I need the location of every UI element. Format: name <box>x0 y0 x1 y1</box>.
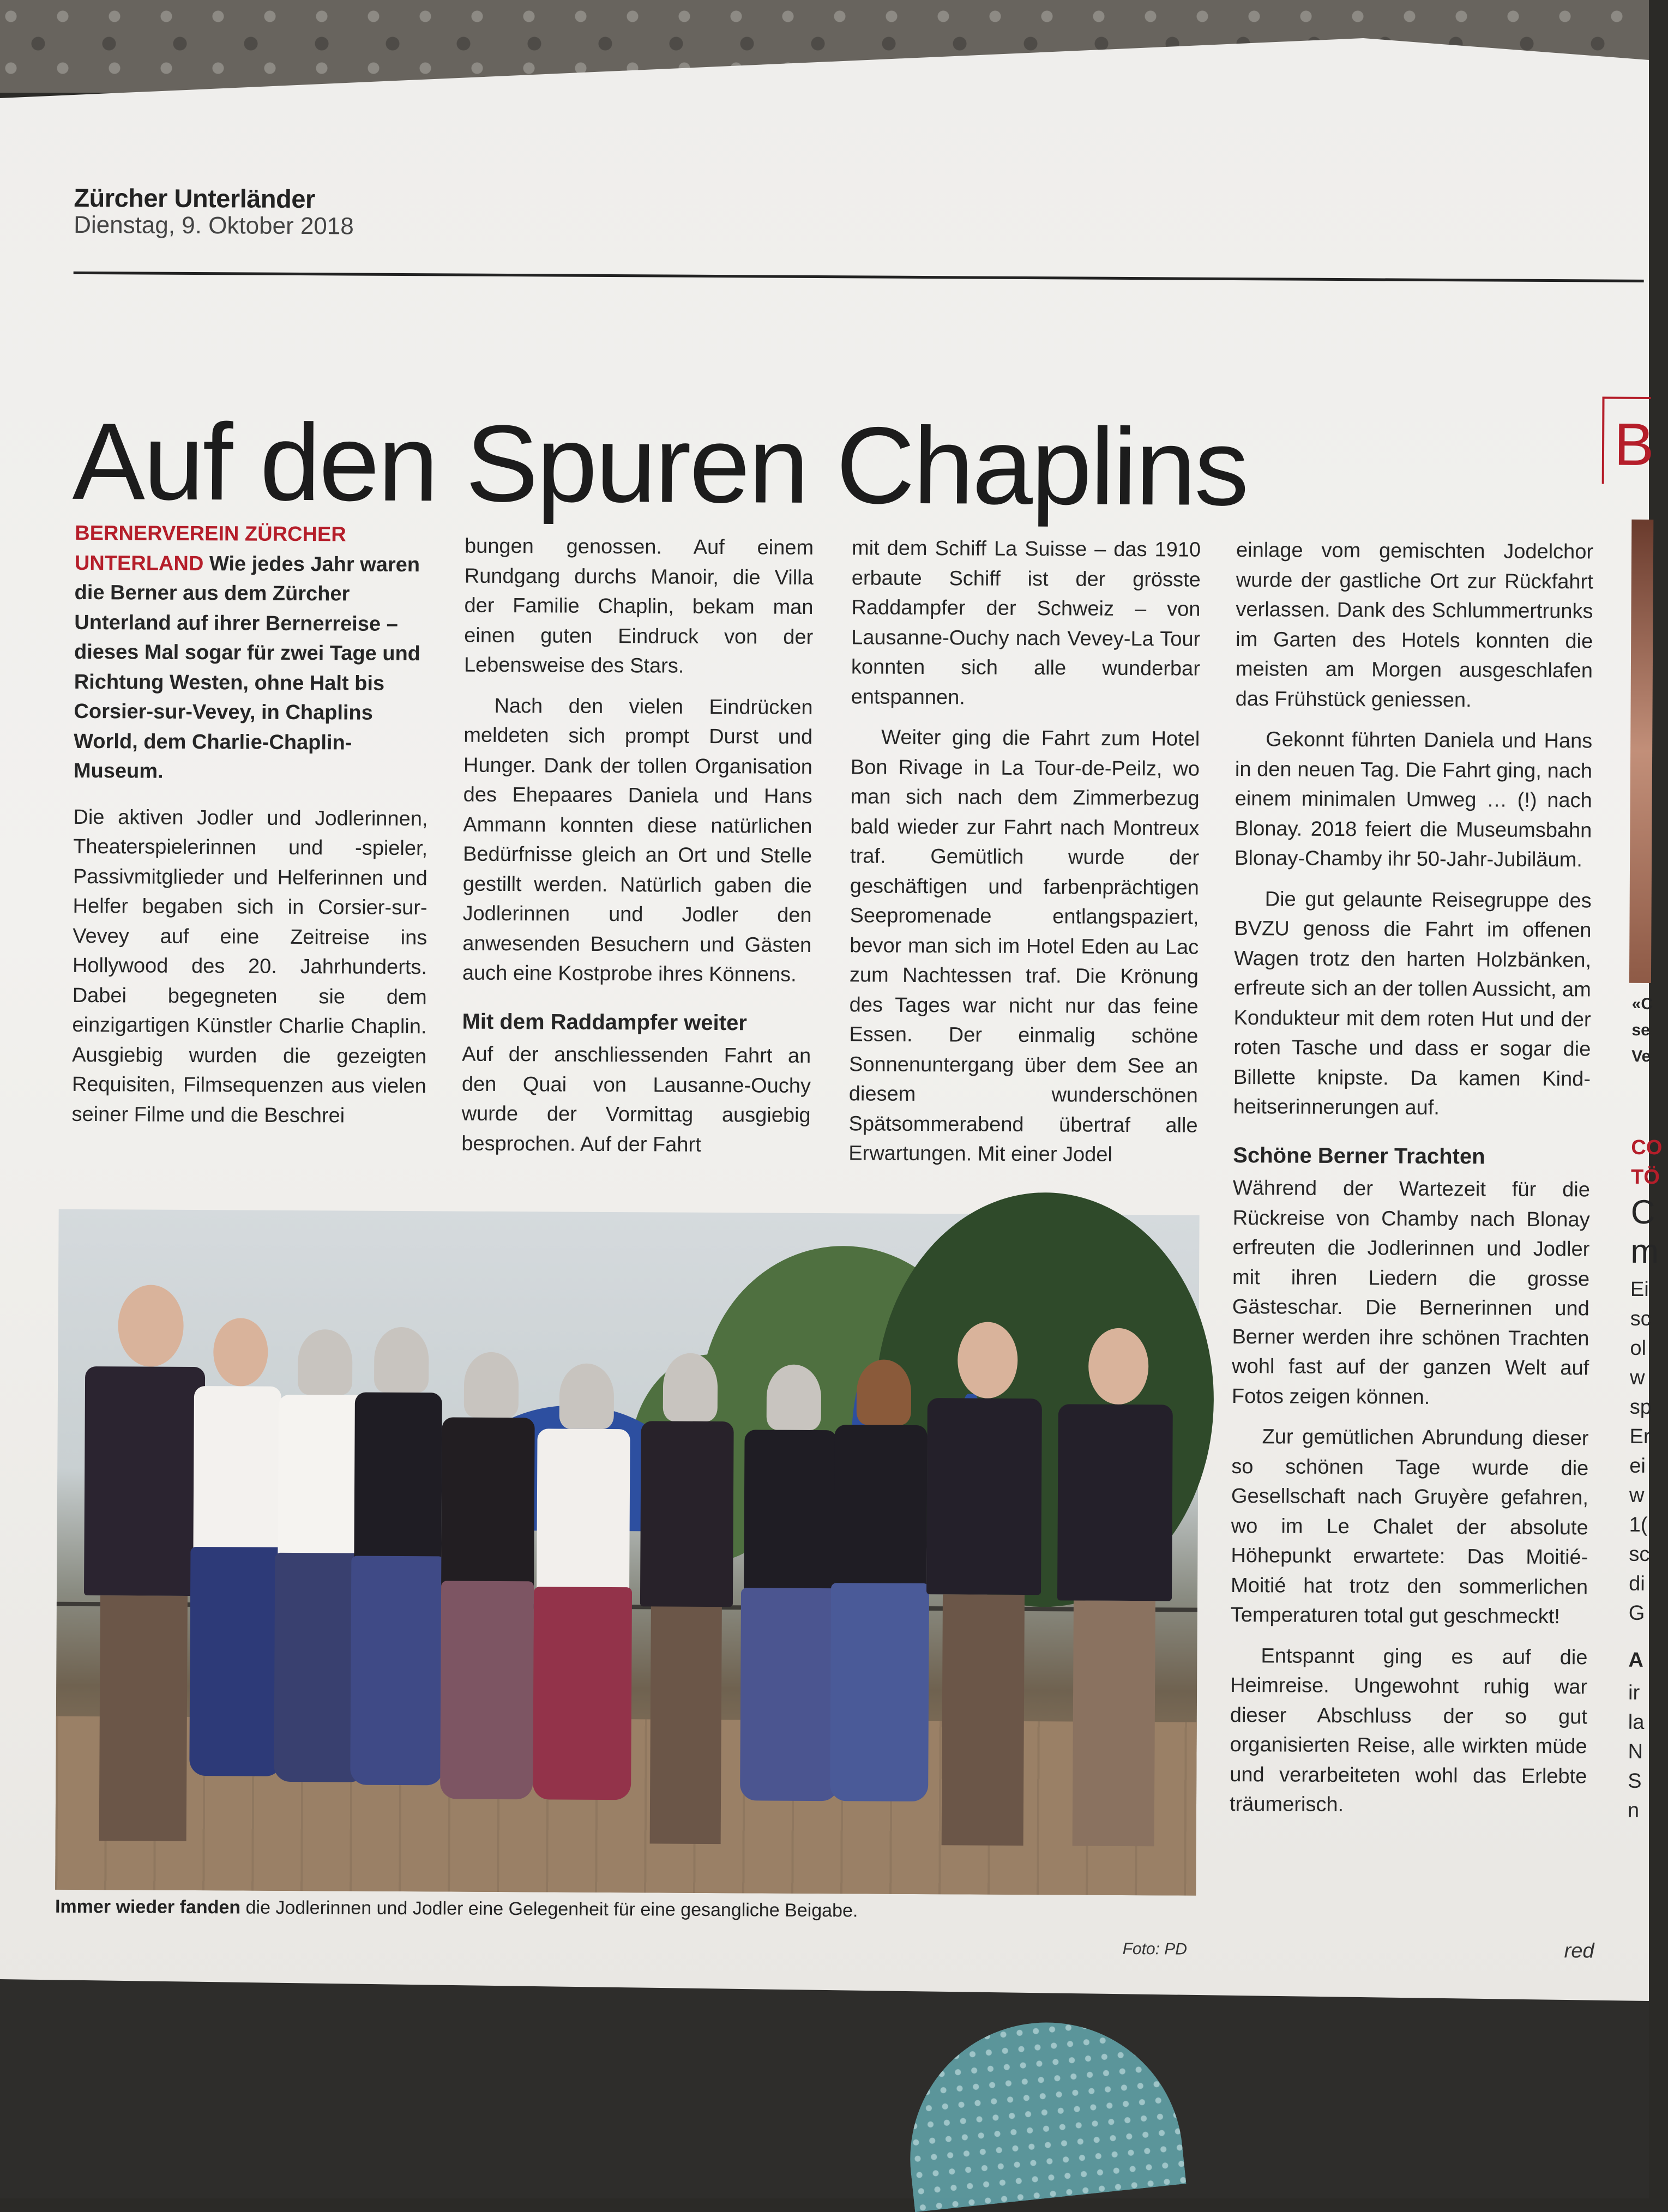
singer-skirt <box>830 1583 929 1801</box>
singer-skirt <box>533 1587 632 1800</box>
singer-head <box>663 1353 718 1422</box>
article-headline: Auf den Spuren Chaplins <box>72 400 1248 529</box>
paragraph: Entspannt ging es auf die Heimreise. Ungewohnt ruhig war dieser Abschluss der so gut organisierten Reise, alle wirkten müde und verarbeiteten wohl das Erlebte träumerisch. <box>1229 1644 1588 1817</box>
paragraph: Zur gemütlichen Abrundung dieser so schönen Tage wurde die Gesellschaft nach Gruyère gefahren, wo im Le Chalet der absolute Höhepunkt erwartete: Das Moitié-Moitié hat trotz den sommerlichen Temperaturen total gut geschmeckt! <box>1230 1425 1589 1629</box>
publication-date: Dienstag, 9. Oktober 2018 <box>74 211 354 240</box>
singer-head <box>213 1318 268 1387</box>
singer-skirt <box>189 1547 283 1776</box>
singer-head <box>374 1327 429 1393</box>
paragraph: Während der Wartezeit für die Rückreise von Chamby nach Blonay erfreuten die Jodlerinnen und Jodler mit ihren Liedern die grosse Gästeschar. Die Bernerinnen und Berner werden ihre schönen Trachten wohl fast auf der ganzen Welt auf Fotos zeigen können. <box>1231 1176 1591 1409</box>
singer-vest <box>1057 1404 1173 1601</box>
article-column-3 <box>848 533 1201 1181</box>
photo-singer <box>830 1359 931 1845</box>
article-lead <box>74 519 430 788</box>
photo-credit: Foto: PD <box>1122 1939 1188 1958</box>
singer-legs <box>99 1595 188 1841</box>
article-photo <box>55 1209 1200 1896</box>
adjacent-article-photo <box>1629 520 1653 983</box>
adjacent-article-body: Ei sc ol w sp Er ei w 1( sc di G <box>1628 1277 1652 1625</box>
singer-head <box>857 1359 912 1425</box>
paragraph: bungen genossen. Auf einem Rundgang durchs Manoir, die Villa der Familie Chaplin, bekam man einen guten Eindruck von der Lebensweise des Stars. <box>463 534 814 678</box>
article-kicker: BERNERVEREIN ZÜRCHER UNTERLAND <box>74 521 346 575</box>
adjacent-article <box>1594 397 1663 1956</box>
paragraph: Nach den vielen Eindrücken meldeten sich prompt Durst und Hunger. Dank der tollen Organisation des Ehepaares Daniela und Hans Ammann konnten diese natürlichen Bedürfnisse gleich an Ort und Stelle gestillt werden. Natürlich gaben die Jodlerinnen und Jodler den anwesenden Besuchern und Gästen auch eine Kostprobe ihres Könnens. <box>462 694 813 986</box>
singer-head <box>118 1285 184 1367</box>
singer-shawl <box>441 1417 535 1598</box>
photo-singer <box>77 1285 206 1841</box>
singer-head <box>1088 1328 1149 1405</box>
singer-skirt <box>440 1581 534 1799</box>
paragraph: Die aktiven Jodler und Jodlerinnen, Theaterspielerinnen und -spieler, Passivmitglieder und Helferinnen und Helfer begaben sich in Corsier-sur-Vevey auf eine Zeitreise ins Hollywood des 20. Jahrhunderts. Dabei begegneten sie dem einzigartigen Künstler Charlie Chaplin. Ausgiebig wurden die gezeigten Requisiten, Filmsequenzen aus vielen seiner Filme und die Beschrei <box>71 805 428 1127</box>
singer-bodice <box>744 1430 838 1605</box>
paragraph: Weiter ging die Fahrt zum Hotel Bon Rivage in La Tour-de-Peilz, wo man sich nach dem Zimmerbezug bald wieder zur Fahrt nach Montreux traf. Gemütlich wurde der geschäftigen und farbenprächtigen Seepromenade entlangspaziert, bevor man sich im Hotel Eden au Lac zum Nachtessen traf. Die Krönung des Tages war nicht nur das feine Essen. Der einmalig schöne Sonnenuntergang über dem See an diesem wunderschönen Spätsommerabend übertraf alle Erwartungen. Mit einer Jodel <box>848 726 1200 1166</box>
paragraph: mit dem Schiff La Suisse – das 1910 erbaute Schiff ist der grösste Raddampfer der Schweiz – von Lausanne-Ouchy nach Vevey-La Tour konnten sich alle wunderbar entspannen. <box>851 537 1201 709</box>
singer-blouse <box>537 1429 630 1604</box>
singer-vest <box>640 1421 734 1607</box>
singer-legs <box>942 1594 1025 1846</box>
singer-head <box>298 1329 353 1395</box>
photo-singer <box>189 1318 285 1842</box>
singer-skirt <box>740 1588 839 1801</box>
article-column-4 <box>1230 535 1593 1832</box>
adjacent-article-kicker: CO TÖ <box>1630 1136 1663 1189</box>
singer-legs <box>650 1606 722 1844</box>
adjacent-article-letter: B <box>1613 411 1654 479</box>
article-column-1 <box>71 519 429 1142</box>
singer-vest <box>84 1366 205 1596</box>
subheading: Schöne Berner Trachten <box>1233 1143 1485 1168</box>
paragraph: einlage vom gemischten Jodelchor wurde der gastliche Ort zur Rückfahrt verlassen. Dank des Schlummertrunks im Garten des Hotels konnten die meisten am Morgen ausgeschlafen das Frühstück geniessen. <box>1235 539 1594 712</box>
paragraph: Auf der anschliessenden Fahrt an den Quai von Lausanne-Ouchy wurde der Vormittag ausgiebig besprochen. Auf der Fahrt <box>461 1042 811 1156</box>
singer-legs <box>1073 1600 1155 1846</box>
publication-name: Zürcher Unterländer <box>74 183 315 214</box>
photo-singer <box>437 1352 538 1843</box>
singer-bodice <box>354 1393 442 1573</box>
photo-singer <box>530 1363 636 1843</box>
photo-singer <box>350 1327 445 1843</box>
author-signature: red <box>1564 1939 1594 1963</box>
singer-vest <box>926 1398 1042 1595</box>
adjacent-article-title: C m <box>1630 1193 1659 1271</box>
adjacent-article-header-box <box>1602 397 1654 484</box>
singer-head <box>958 1322 1018 1399</box>
singer-skirt <box>350 1556 444 1786</box>
singer-head <box>767 1365 822 1431</box>
singer-head <box>464 1352 519 1418</box>
subheading: Mit dem Raddampfer weiter <box>462 1009 747 1035</box>
photo-singer <box>1051 1328 1179 1846</box>
photo-caption <box>55 1896 1196 1924</box>
adjacent-article-body-2: ir la N S n <box>1627 1681 1645 1822</box>
caption-text: die Jodlerinnen und Jodler eine Gelegenheit für eine gesangliche Beigabe. <box>240 1897 858 1921</box>
header-rule <box>74 272 1644 282</box>
photo-singer <box>740 1364 841 1845</box>
article-column-2 <box>461 532 814 1171</box>
singer-head <box>559 1364 615 1430</box>
photo-singer <box>634 1353 740 1844</box>
singer-blouse <box>193 1386 281 1572</box>
paragraph: Gekonnt führten Daniela und Hans in den neuen Tag. Die Fahrt ging, nach einem minimalen Umweg … (!) nach Blonay. 2018 feiert die Museumsbahn Blonay-Chamby ihr 50-Jahr-Jubiläum. <box>1234 728 1593 872</box>
masthead <box>74 184 354 240</box>
photo-singer <box>920 1322 1048 1846</box>
adjacent-article-caption: «C se Ve <box>1631 995 1653 1066</box>
caption-bold: Immer wieder fanden <box>55 1896 241 1918</box>
lead-text: Wie jedes Jahr waren die Berner aus dem Zürcher Unterland auf ihrer Bernerreise – dieses Mal sogar für zwei Tage und Richtung Westen, ohne Halt bis Corsier-sur-Vevey, in Chaplins World, dem Charlie-Chaplin-Museum. <box>73 552 421 783</box>
adjacent-article-bold: A <box>1628 1648 1643 1672</box>
singer-bodice <box>834 1425 928 1600</box>
paragraph: Die gut gelaunte Reisegruppe des BVZU genoss die Fahrt im offenen Wagen trotz den harten Holzbänken, erfreute sich an der tollen Aussicht, am Kondukteur mit dem roten Hut und der roten Tasche und dass er sogar die Billette knipste. Da kamen Kindheitserinnerungen auf. <box>1233 887 1592 1119</box>
